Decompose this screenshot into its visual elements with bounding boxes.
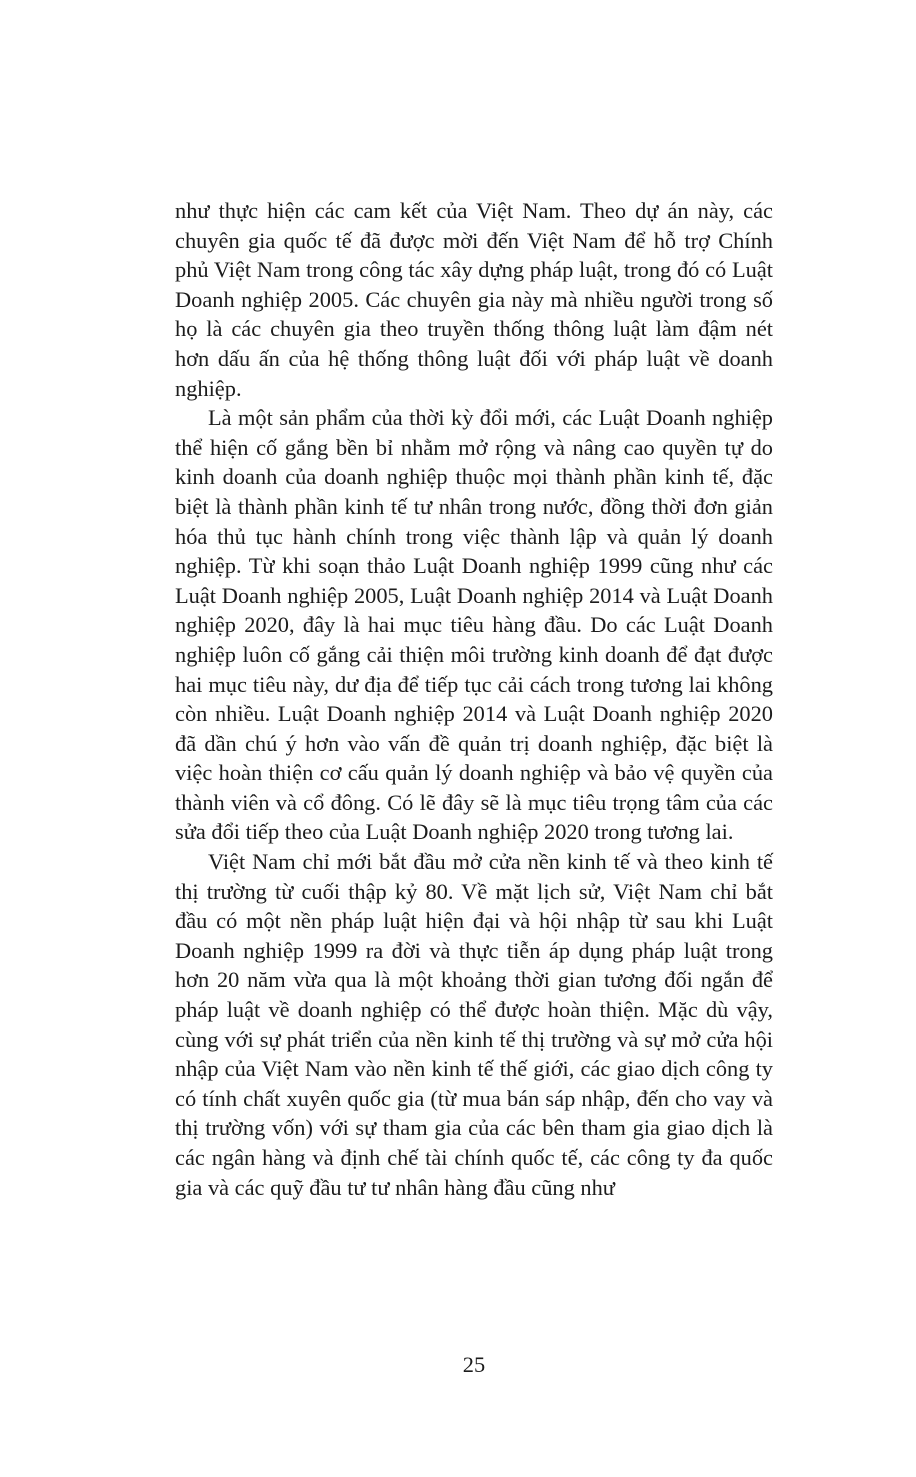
paragraph: Là một sản phẩm của thời kỳ đổi mới, các Luật Doanh nghiệp thể hiện cố gắng bền bỉ nhằm mở rộng và nâng cao quyền tự do kinh doanh của doanh nghiệp thuộc mọi thành phần kinh tế, đặc biệt là thành phần kinh tế tư nhân trong nước, đồng thời đơn giản hóa thủ tục hành chính trong việc thành lập và quản lý doanh nghiệp. Từ khi soạn thảo Luật Doanh nghiệp 1999 cũng như các Luật Doanh nghiệp 2005, Luật Doanh nghiệp 2014 và Luật Doanh nghiệp 2020, đây là hai mục tiêu hàng đầu. Do các Luật Doanh nghiệp luôn cố gắng cải thiện môi trường kinh doanh để đạt được hai mục tiêu này, dư địa để tiếp tục cải cách trong tương lai không còn nhiều. Luật Doanh nghiệp 2014 và Luật Doanh nghiệp 2020 đã dần chú ý hơn vào vấn đề quản trị doanh nghiệp, đặc biệt là việc hoàn thiện cơ cấu quản lý doanh nghiệp và bảo vệ quyền của thành viên và cổ đông. Có lẽ đây sẽ là mục tiêu trọng tâm của các sửa đổi tiếp theo của Luật Doanh nghiệp 2020 trong tương lai. <box>175 405 773 845</box>
text-block <box>175 196 773 1202</box>
paragraph: Việt Nam chỉ mới bắt đầu mở cửa nền kinh tế và theo kinh tế thị trường từ cuối thập kỷ 80. Về mặt lịch sử, Việt Nam chỉ bắt đầu có một nền pháp luật hiện đại và hội nhập từ sau khi Luật Doanh nghiệp 1999 ra đời và thực tiễn áp dụng pháp luật trong hơn 20 năm vừa qua là một khoảng thời gian tương đối ngắn để pháp luật về doanh nghiệp có thể được hoàn thiện. Mặc dù vậy, cùng với sự phát triển của nền kinh tế thị trường và sự mở cửa hội nhập của Việt Nam vào nền kinh tế thế giới, các giao dịch công ty có tính chất xuyên quốc gia (từ mua bán sáp nhập, đến cho vay và thị trường vốn) với sự tham gia của các bên tham gia giao dịch là các ngân hàng và định chế tài chính quốc tế, các công ty đa quốc gia và các quỹ đầu tư tư nhân hàng đầu cũng như <box>175 849 773 1200</box>
page-number: 25 <box>462 1352 486 1377</box>
paragraph: như thực hiện các cam kết của Việt Nam. Theo dự án này, các chuyên gia quốc tế đã được mời đến Việt Nam để hỗ trợ Chính phủ Việt Nam trong công tác xây dựng pháp luật, trong đó có Luật Doanh nghiệp 2005. Các chuyên gia này mà nhiều người trong số họ là các chuyên gia theo truyền thống thông luật làm đậm nét hơn dấu ấn của hệ thống thông luật đối với pháp luật về doanh nghiệp. <box>175 198 773 401</box>
